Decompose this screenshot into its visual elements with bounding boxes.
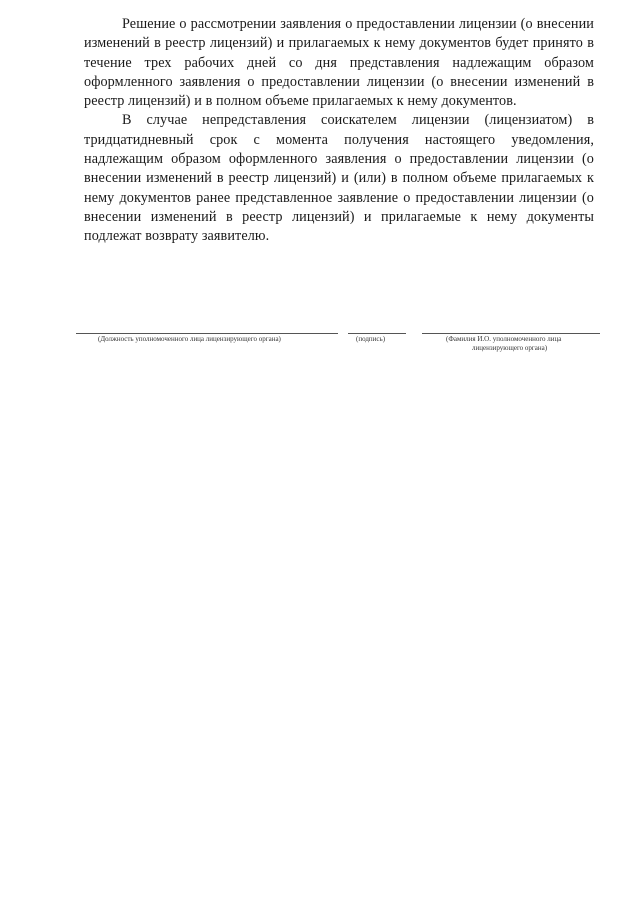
position-line xyxy=(76,333,338,334)
document-body xyxy=(84,15,594,247)
paragraph-decision-timing: Решение о рассмотрении заявления о предоставлении лицензии (о внесении изменений в реестр лицензий) и прилагаемых к нему документов будет принято в течение трех рабочих дней со дня представления надлежащим образом оформленного заявления о предоставлении лицензии (о внесении изменений в реестр лицензий) и в полном объеме прилагаемых к нему документов. xyxy=(84,16,594,110)
name-line xyxy=(422,333,600,334)
signature-caption: (подпись) xyxy=(356,335,386,343)
position-caption: (Должность уполномоченного лица лицензирующего органа) xyxy=(98,335,281,343)
signature-block xyxy=(76,333,606,373)
name-caption-continued: лицензирующего органа) xyxy=(472,344,548,352)
name-caption: (Фамилия И.О. уполномоченного лица xyxy=(446,335,562,343)
paragraph-return-condition: В случае непредставления соискателем лицензии (лицензиатом) в тридцатидневный срок с момента получения настоящего уведомления, надлежащим образом оформленного заявления о предоставлении лицензии (о внесении изменений в реестр лицензий) и (или) в полном объеме прилагаемых к нему документов ранее представленное заявление о предоставлении лицензии (о внесении изменений в реестр лицензий) и прилагаемые к нему документы подлежат возврату заявителю. xyxy=(84,112,594,245)
signature-line xyxy=(348,333,406,334)
